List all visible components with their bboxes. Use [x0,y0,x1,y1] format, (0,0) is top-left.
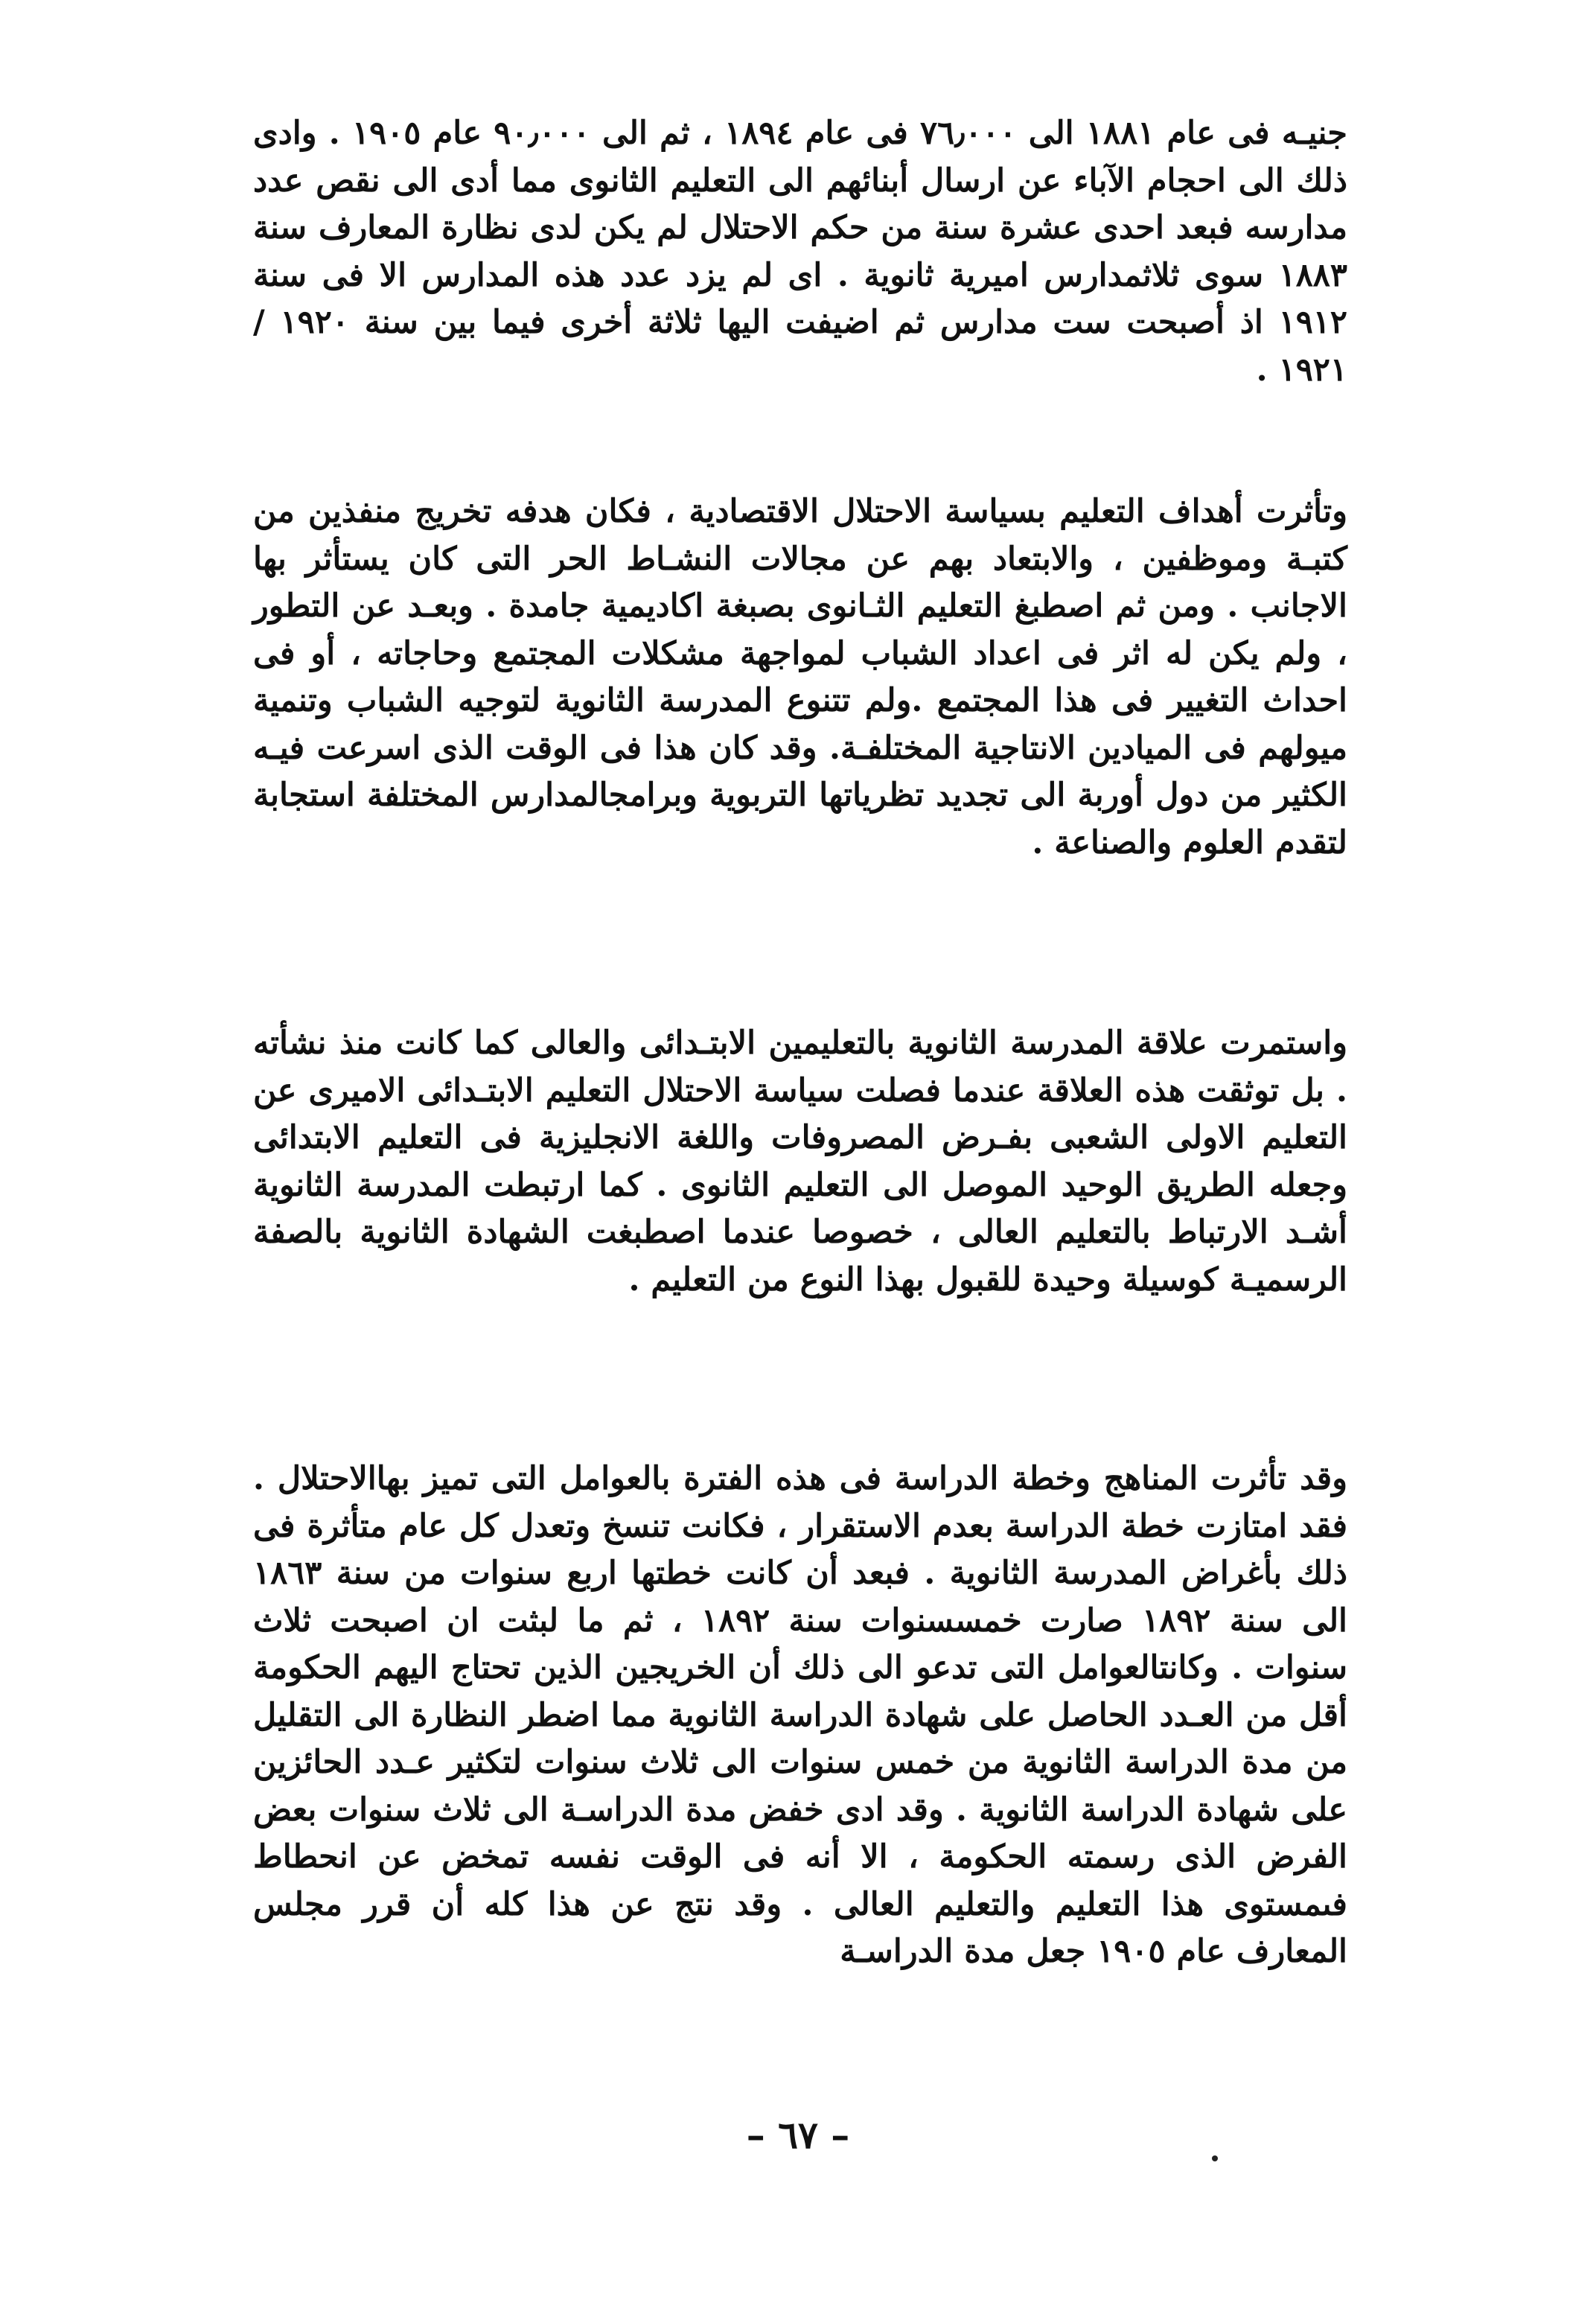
paragraph-2-text: وتأثرت أهداف التعليم بسياسة الاحتلال الاقتصادية ، فكان هدفه تخريج منفذين من كتبـة وموظفين ، والابتعاد بهم عن مجالات النشـاط الحر التى كان يستأثر بها الاجانب . ومن ثم اصطبغ التعليم الثـانوى بصبغة اكاديمية جامدة . وبعـد عن التطور ، ولم يكن له اثر فى اعداد الشباب لمواجهة مشكلات المجتمع وحاجاته ، أو فى احداث التغيير فى هذا المجتمع .ولم تتنوع المدرسة الثانوية لتوجيه الشباب وتنمية ميولهم فى الميادين الانتاجية المختلفـة. وقد كان هذا فى الوقت الذى اسرعت فيـه الكثير من دول أوربة الى تجديد تظرياتها التربوية وبرامجالمدارس المختلفة استجابة لتقدم العلوم والصناعة . [253,493,1347,861]
page-number: – ٦٧ – [746,2113,850,2157]
scan-speck [1212,2155,1218,2161]
paragraph-1-text: جنيـه فى عام ١٨٨١ الى ٧٦٫٠٠٠ فى عام ١٨٩٤ ، ثم الى ٩٠٫٠٠٠ عام ١٩٠٥ . وادى ذلك الى احجام الآباء عن ارسال أبنائهم الى التعليم الثانوى مما أدى الى نقص عدد مدارسه فبعد احدى عشرة سنة من حكم الاحتلال لم يكن لدى نظارة المعارف سنة ١٨٨٣ سوى ثلاثمدارس اميرية ثانوية . اى لم يزد عدد هذه المدارس الا فى سنة ١٩١٢ اذ أصبحت ست مدارس ثم اضيفت اليها ثلاثة أخرى فيما بين سنة ١٩٢٠ / ١٩٢١ . [253,115,1347,389]
paragraph-1 [253,110,1347,394]
paragraph-2 [253,488,1347,867]
paragraph-4 [253,1456,1347,1976]
paragraph-3 [253,1020,1347,1304]
paragraph-3-text: واستمرت علاقة المدرسة الثانوية بالتعليمين الابتـدائى والعالى كما كانت منذ نشأته . بل توثقت هذه العلاقة عندما فصلت سياسة الاحتلال التعليم الابتـدائى الاميرى عن التعليم الاولى الشعبى بفـرض المصروفات واللغة الانجليزية فى التعليم الابتدائى وجعله الطريق الوحيد الموصل الى التعليم الثانوى . كما ارتبطت المدرسة الثانوية أشـد الارتباط بالتعليم العالى ، خصوصا عندما اصطبغت الشهادة الثانوية بالصفة الرسميـة كوسيلة وحيدة للقبول بهذا النوع من التعليم . [253,1024,1347,1298]
paragraph-4-text: وقد تأثرت المناهج وخطة الدراسة فى هذه الفترة بالعوامل التى تميز بهاالاحتلال . فقد امتازت خطة الدراسة بعدم الاستقرار ، فكانت تنسخ وتعدل كل عام متأثرة فى ذلك بأغراض المدرسة الثانوية . فبعد أن كانت خطتها اربع سنوات من سنة ١٨٦٣ الى سنة ١٨٩٢ صارت خمسسنوات سنة ١٨٩٢ ، ثم ما لبثت ان اصبحت ثلاث سنوات . وكانتالعوامل التى تدعو الى ذلك أن الخريجين الذين تحتاج اليهم الحكومة أقل من العـدد الحاصل على شهادة الدراسة الثانوية مما اضطر النظارة الى التقليل من مدة الدراسة الثانوية من خمس سنوات الى ثلاث سنوات لتكثير عـدد الحائزين على شهادة الدراسة الثانوية . وقد ادى خفض مدة الدراسـة الى ثلاث سنوات بعض الفرض الذى رسمته الحكومة ، الا أنه فى الوقت نفسه تمخض عن انحطاط فىمستوى هذا التعليم والتعليم العالى . وقد نتج عن هذا كله أن قرر مجلس المعارف عام ١٩٠٥ جعل مدة الدراسـة [253,1460,1348,1970]
